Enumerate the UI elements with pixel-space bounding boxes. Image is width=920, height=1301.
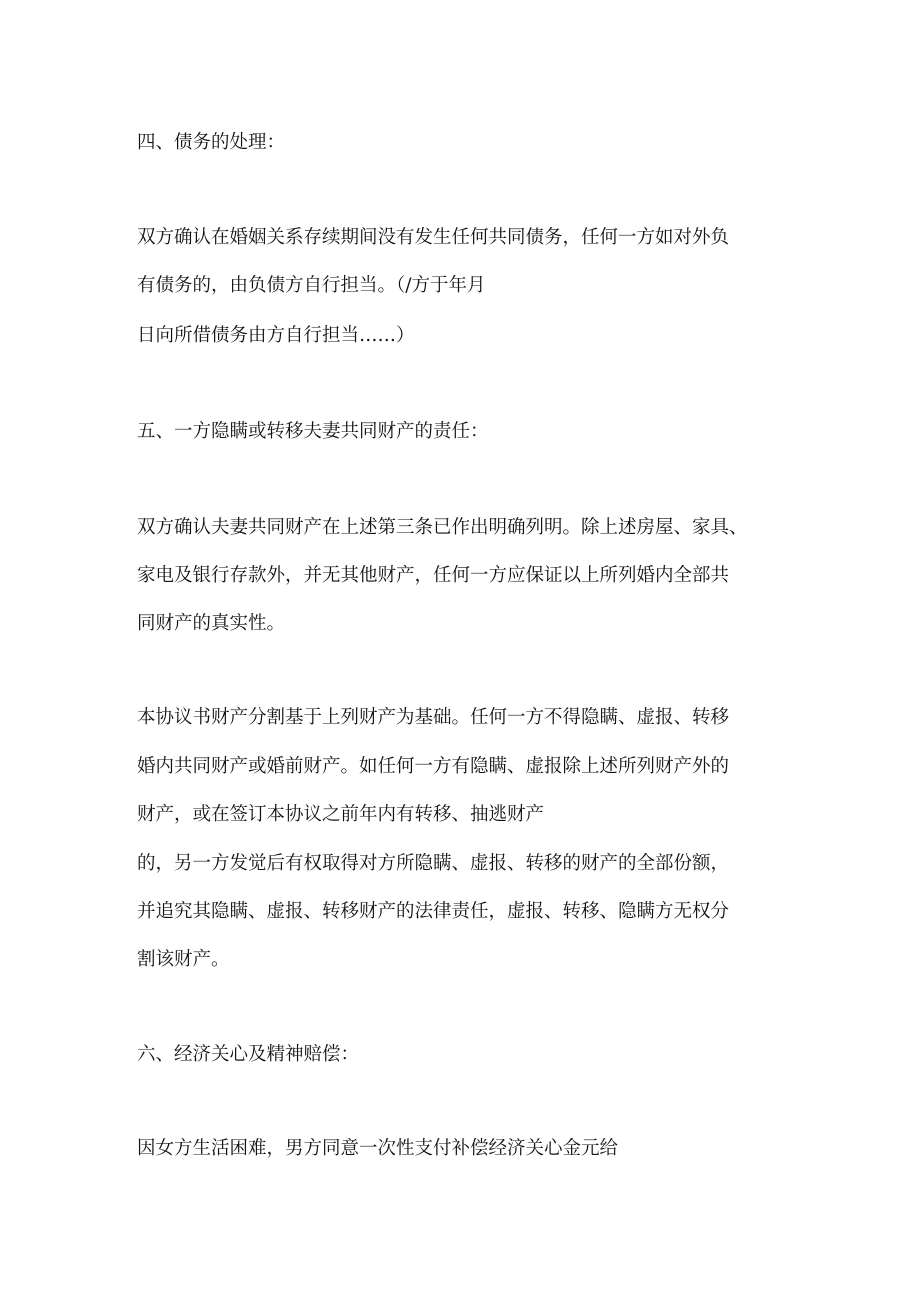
paragraph-line: 同财产的真实性。 (137, 613, 286, 634)
paragraph-line: 因女方生活困难，男方同意一次性支付补偿经济关心金元给 (137, 1138, 619, 1159)
paragraph-line: 割该财产。 (137, 949, 230, 970)
paragraph-line: 并追究其隐瞒、虚报、转移财产的法律责任，虚报、转移、隐瞒方无权分 (137, 901, 730, 922)
paragraph-line: 本协议书财产分割基于上列财产为基础。任何一方不得隐瞒、虚报、转移 (137, 707, 730, 728)
paragraph-line: 家电及银行存款外，并无其他财产，任何一方应保证以上所列婚内全部共 (137, 565, 730, 586)
paragraph-line: 双方确认在婚姻关系存续期间没有发生任何共同债务，任何一方如对外负 (137, 227, 730, 248)
paragraph-line: 的，另一方发觉后有权取得对方所隐瞒、虚报、转移的财产的全部份额， (137, 853, 730, 874)
section-6-heading: 六、经济关心及精神赔偿： (137, 1044, 360, 1065)
paragraph-line: 婚内共同财产或婚前财产。如任何一方有隐瞒、虚报除上述所列财产外的 (137, 756, 730, 777)
section-4-heading: 四、债务的处理： (137, 132, 286, 153)
paragraph-line: 日向所借债务由方自行担当……） (137, 325, 415, 346)
paragraph-line: 双方确认夫妻共同财产在上述第三条已作出明确列明。除上述房屋、家具、 (137, 517, 748, 538)
section-5-heading: 五、一方隐瞒或转移夫妻共同财产的责任： (137, 421, 489, 442)
paragraph-line: 有债务的，由负债方自行担当。（/方于年月 (137, 275, 486, 296)
paragraph-line: 财产，或在签订本协议之前年内有转移、抽逃财产 (137, 804, 545, 825)
